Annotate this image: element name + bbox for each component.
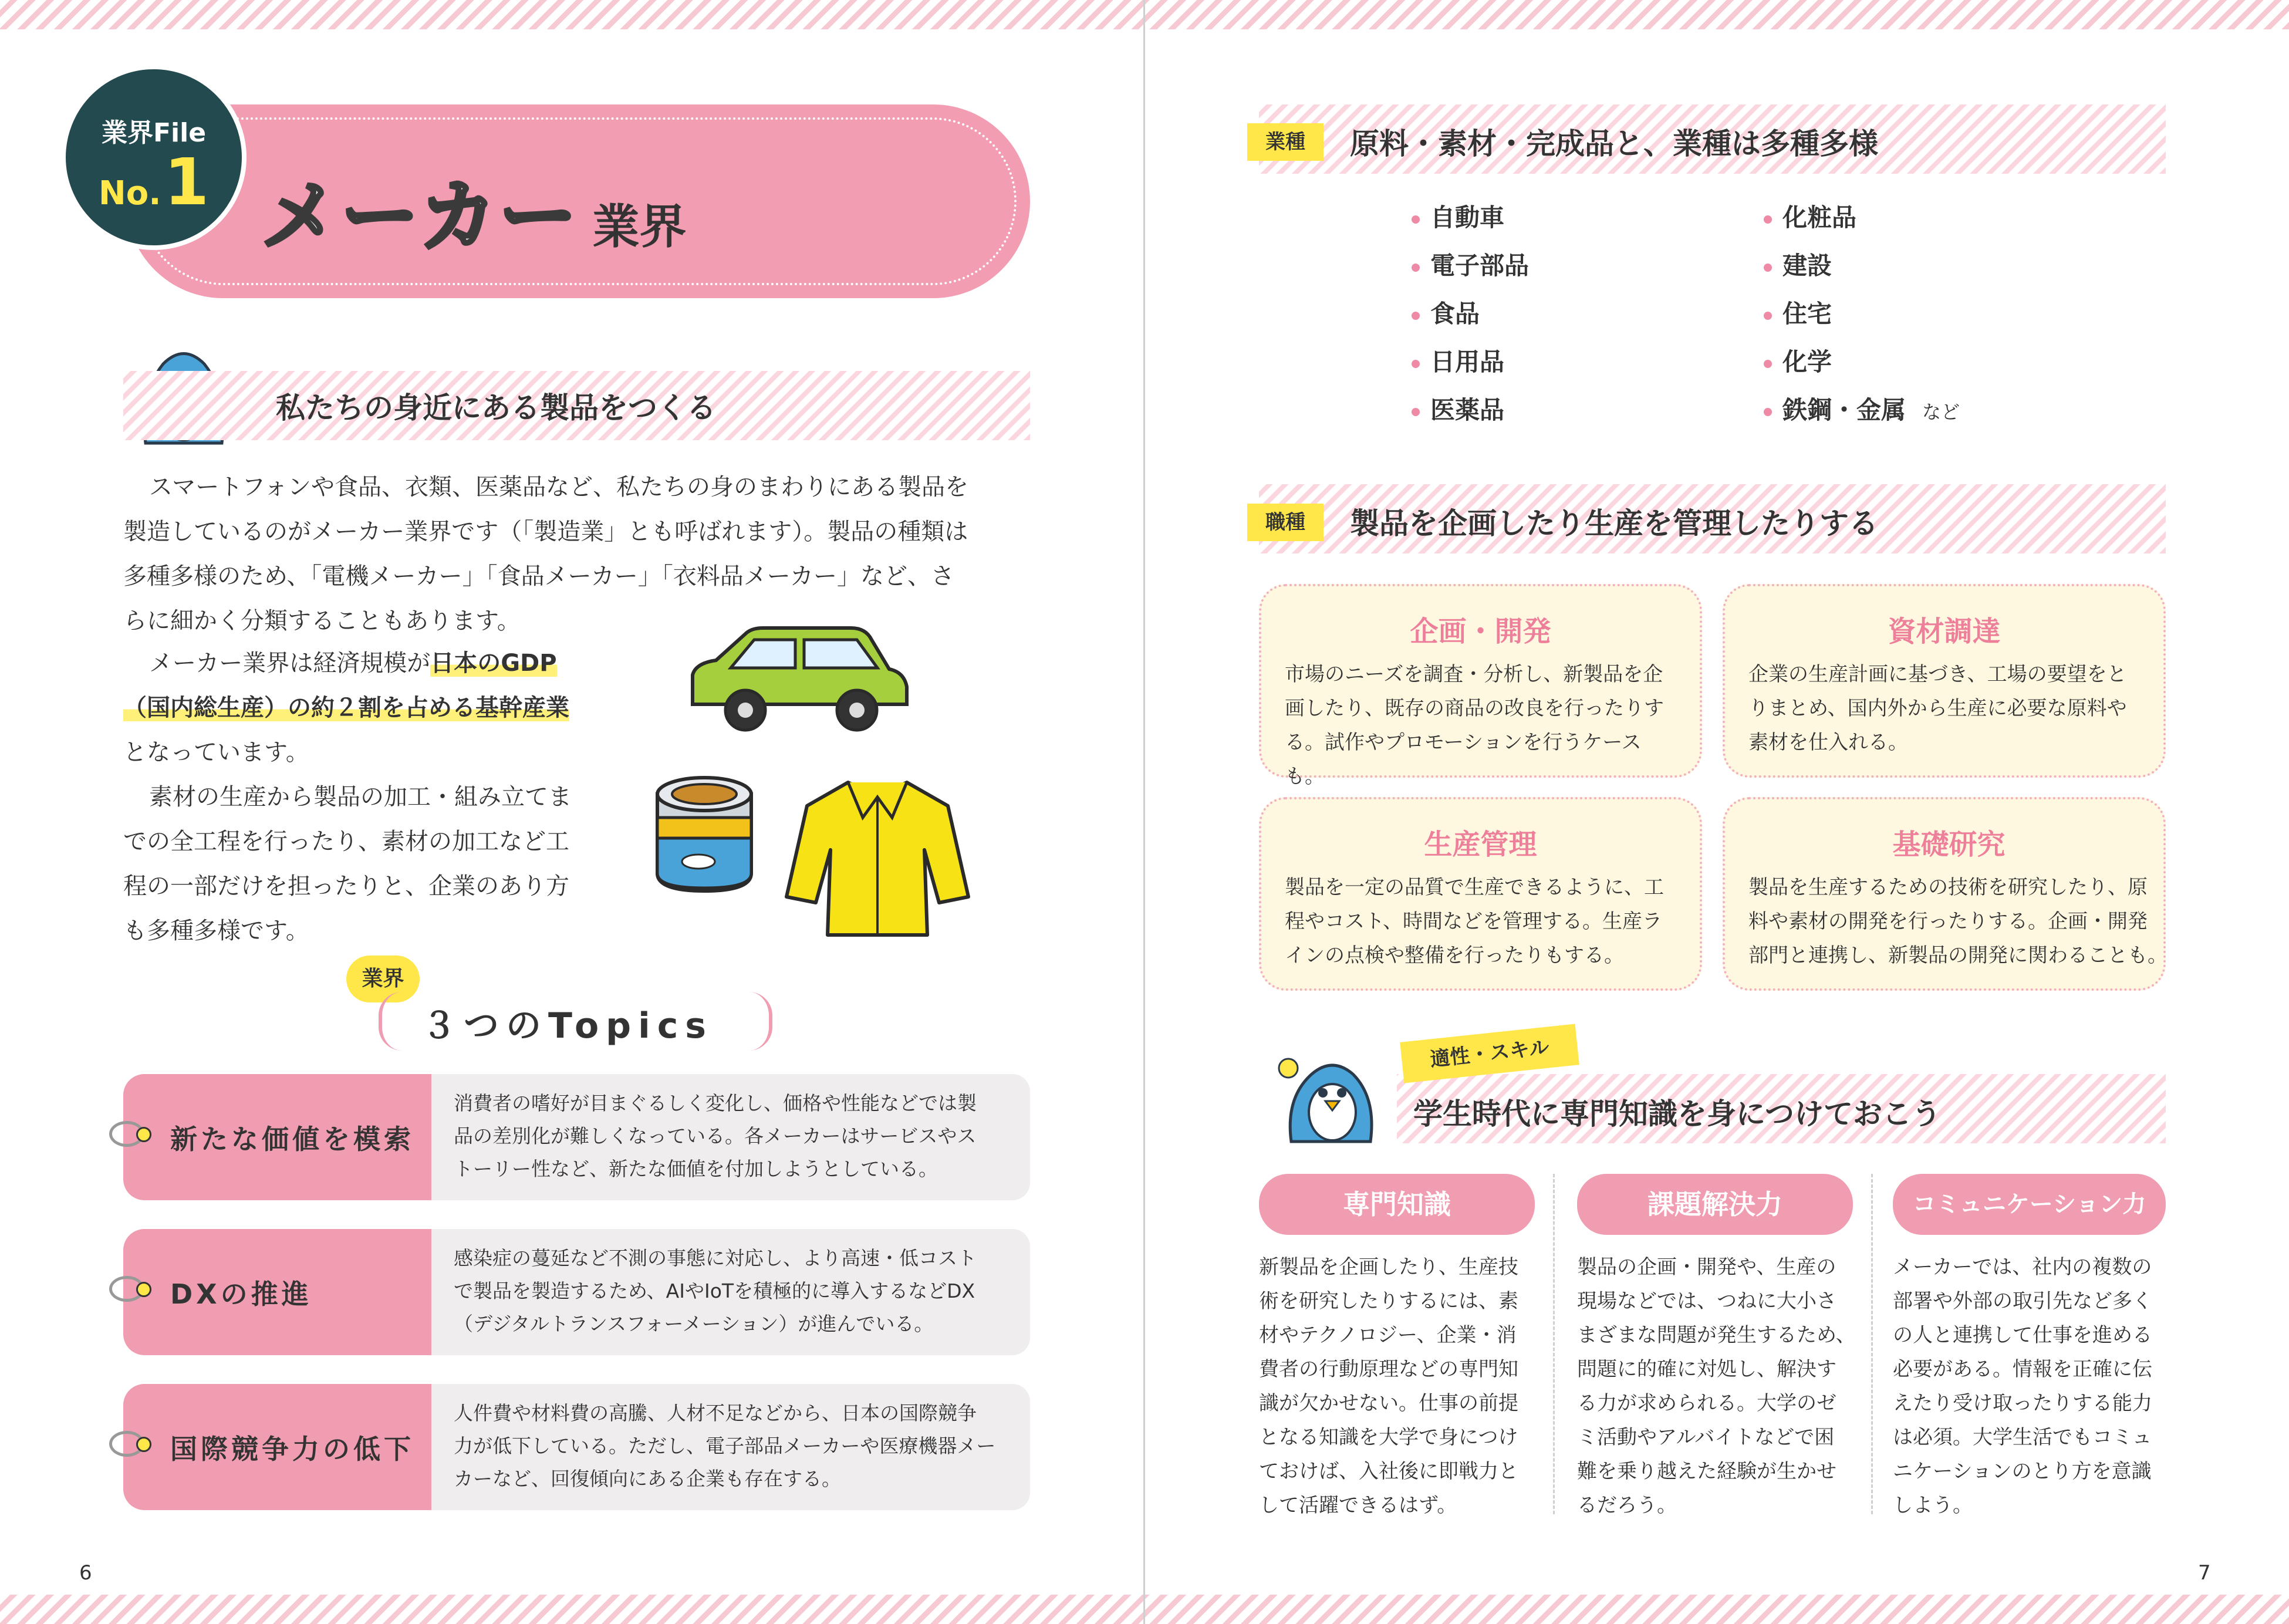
text-line: 程の一部だけを担ったりと、企業のあり方 bbox=[123, 873, 569, 900]
column-divider bbox=[1871, 1174, 1873, 1514]
page-number-right: 7 bbox=[2198, 1561, 2211, 1585]
page-title bbox=[261, 154, 687, 262]
text-line: 部署や外部の取引先など多く bbox=[1893, 1289, 2152, 1313]
text-line: 現場などでは、つねに大小さ bbox=[1577, 1289, 1836, 1313]
highlight-text: （国内総生産）の約２割を占める基幹産業 bbox=[123, 694, 569, 721]
text-line: で製品を製造するため、AIやIoTを積極的に導入するなどDX bbox=[454, 1279, 975, 1302]
topic-row bbox=[123, 1384, 1030, 1510]
list-item: 電子部品 bbox=[1412, 242, 1705, 290]
job-card-title: 企画・開発 bbox=[1410, 615, 1551, 648]
bullet-icon bbox=[136, 1437, 151, 1452]
topic-text bbox=[431, 1074, 1030, 1200]
text-line: 企業の生産計画に基づき、工場の要望をと bbox=[1748, 663, 2127, 686]
list-item: 自動車 bbox=[1412, 194, 1705, 242]
text-line: カーなど、回復傾向にある企業も存在する。 bbox=[454, 1467, 841, 1490]
list-item: 食品 bbox=[1412, 290, 1705, 338]
bullet-icon bbox=[136, 1127, 151, 1142]
column-divider bbox=[1553, 1174, 1555, 1514]
text-line: ておけば、入社後に即戦力と bbox=[1259, 1460, 1518, 1483]
text-line: の人と連携して仕事を進める bbox=[1893, 1323, 2152, 1347]
list-item: 住宅 bbox=[1764, 290, 2092, 338]
job-card-title: 生産管理 bbox=[1424, 828, 1537, 861]
topic-label: 新たな価値を模索 bbox=[123, 1074, 431, 1200]
text-line: る。試作やプロモーションを行うケースも。 bbox=[1285, 731, 1642, 788]
topic-row bbox=[123, 1074, 1030, 1200]
text-line: も多種多様です。 bbox=[123, 917, 309, 944]
text-line: 費者の行動原理などの専門知 bbox=[1259, 1358, 1518, 1381]
canned-food-illustration bbox=[649, 774, 760, 897]
text-line: 識が欠かせない。仕事の前提 bbox=[1259, 1392, 1518, 1415]
job-card bbox=[1259, 797, 1702, 991]
text-line: （デジタルトランスフォーメーション）が進んでいる。 bbox=[454, 1312, 934, 1335]
text-line: メーカー業界は経済規模が bbox=[149, 650, 431, 677]
text-line: は必須。大学生活でもコミュ bbox=[1893, 1426, 2152, 1449]
section-heading: 原料・素材・完成品と、業種は多種多様 bbox=[1350, 127, 1878, 161]
job-card-title: 資材調達 bbox=[1888, 615, 2001, 648]
file-badge bbox=[61, 65, 247, 250]
text-line: ニケーションのとり方を意識 bbox=[1893, 1460, 2152, 1483]
job-card bbox=[1723, 797, 2166, 991]
text-line: 製品の企画・開発や、生産の bbox=[1577, 1255, 1836, 1279]
text-line: 市場のニーズを調査・分析し、新製品を企 bbox=[1285, 663, 1663, 686]
job-card bbox=[1259, 584, 1702, 788]
bullet-icon bbox=[136, 1282, 151, 1297]
badge-no: No. bbox=[98, 174, 161, 212]
section-heading: 製品を企画したり生産を管理したりする bbox=[1350, 507, 1878, 541]
badge-label: 業界File bbox=[101, 118, 207, 148]
text-line: して活躍できるはず。 bbox=[1259, 1494, 1457, 1517]
section-tag: 業種 bbox=[1247, 123, 1324, 161]
text-line: ミ活動やアルバイトなどで困 bbox=[1577, 1426, 1835, 1449]
text-line: 術を研究したりするには、素 bbox=[1259, 1289, 1518, 1313]
list-item: 日用品 bbox=[1412, 338, 1705, 386]
text-line: 材やテクノロジー、企業・消 bbox=[1259, 1323, 1517, 1347]
topic-text bbox=[431, 1229, 1030, 1355]
text-line: 料や素材の開発を行ったりする。企画・開発 bbox=[1748, 910, 2148, 933]
text-line: での全工程を行ったり、素材の加工など工 bbox=[123, 828, 569, 855]
text-line: 多種多様のため、「電機メーカー」「食品メーカー」「衣料品メーカー」など、さ bbox=[123, 563, 954, 590]
section-tag: 適性・スキル bbox=[1400, 1024, 1579, 1083]
text-line: 問題に的確に対処し、解決す bbox=[1577, 1358, 1836, 1381]
text-line: りまとめ、国内外から生産に必要な原料や bbox=[1748, 697, 2127, 720]
skill-column bbox=[1893, 1174, 2166, 1522]
section-heading: 学生時代に専門知識を身につけておこう bbox=[1413, 1097, 1941, 1131]
page-title-main: メーカー bbox=[261, 171, 579, 262]
list-item: 医薬品 bbox=[1412, 386, 1705, 434]
skill-title: 課題解決力 bbox=[1577, 1174, 1853, 1235]
text-line: 消費者の嗜好が目まぐるしく変化し、価格や性能などでは製 bbox=[454, 1092, 977, 1115]
text-line: 人件費や材料費の高騰、人材不足などから、日本の国際競争 bbox=[454, 1402, 977, 1424]
skill-title: 専門知識 bbox=[1259, 1174, 1535, 1235]
jacket-illustration bbox=[784, 774, 971, 941]
topic-row bbox=[123, 1229, 1030, 1355]
text-line: 必要がある。情報を正確に伝 bbox=[1893, 1358, 2152, 1381]
text-line: 難を乗り越えた経験が生かせ bbox=[1577, 1460, 1836, 1483]
badge-number: 1 bbox=[164, 144, 210, 220]
text-line: 製品を生産するための技術を研究したり、原 bbox=[1748, 876, 2148, 899]
intro-paragraph-3 bbox=[123, 775, 681, 953]
page-number-left: 6 bbox=[79, 1561, 92, 1585]
job-card bbox=[1723, 584, 2166, 778]
industry-list-col1 bbox=[1412, 194, 1705, 434]
text-line: 品の差別化が難しくなっている。各メーカーはサービスやス bbox=[454, 1125, 977, 1147]
page-spine bbox=[1143, 0, 1145, 1624]
text-line: 製造しているのがメーカー業界です（「製造業」とも呼ばれます）。製品の種類は bbox=[123, 518, 968, 545]
text-line: しよう。 bbox=[1893, 1494, 1973, 1517]
text-line: となる知識を大学で身につけ bbox=[1259, 1426, 1518, 1449]
text-line: るだろう。 bbox=[1577, 1494, 1677, 1517]
text-line: 感染症の蔓延など不測の事態に対応し、より高速・低コスト bbox=[454, 1247, 977, 1270]
topics-tag-label: 業界 bbox=[362, 967, 404, 991]
text-line: 画したり、既存の商品の改良を行ったりす bbox=[1285, 697, 1664, 720]
topic-label: DXの推進 bbox=[123, 1229, 431, 1355]
text-line: 製品を一定の品質で生産できるように、工 bbox=[1285, 876, 1664, 899]
topics-tag bbox=[346, 956, 420, 1002]
topics-bracket-right bbox=[745, 992, 772, 1051]
section-heading: 私たちの身近にある製品をつくる bbox=[276, 391, 716, 425]
skill-column bbox=[1259, 1174, 1535, 1522]
section-tag: 職種 bbox=[1247, 504, 1324, 541]
list-item: 化学 bbox=[1764, 338, 2092, 386]
list-item: 化粧品 bbox=[1764, 194, 2092, 242]
intro-paragraph-1 bbox=[123, 465, 1039, 643]
text-line: トーリー性など、新たな価値を付加しようとしている。 bbox=[454, 1157, 938, 1180]
topics-title: ３つのTopics bbox=[421, 1005, 713, 1046]
penguin-mascot bbox=[1274, 1051, 1385, 1144]
car-illustration bbox=[681, 622, 916, 740]
list-item: 建設 bbox=[1764, 242, 2092, 290]
list-suffix: など bbox=[1922, 401, 1960, 423]
text-line: まざまな問題が発生するため、 bbox=[1577, 1323, 1856, 1347]
text-line: スマートフォンや食品、衣類、医薬品など、私たちの身のまわりにある製品を bbox=[149, 474, 968, 501]
text-line: となっています。 bbox=[123, 739, 309, 766]
topic-text bbox=[431, 1384, 1030, 1510]
text-line: 程やコスト、時間などを管理する。生産ラ bbox=[1285, 910, 1662, 933]
topic-label: 国際競争力の低下 bbox=[123, 1384, 431, 1510]
intro-paragraph-2 bbox=[123, 641, 681, 775]
text-line: る力が求められる。大学のゼ bbox=[1577, 1392, 1836, 1415]
skill-title: コミュニケーション力 bbox=[1893, 1174, 2166, 1235]
text-line: 素材の生産から製品の加工・組み立てま bbox=[149, 784, 572, 811]
text-line: 新製品を企画したり、生産技 bbox=[1259, 1255, 1518, 1279]
job-card-title: 基礎研究 bbox=[1892, 828, 2006, 861]
list-item: 鉄鋼・金属 など bbox=[1764, 386, 2092, 434]
text-line: 部門と連携し、新製品の開発に関わることも。 bbox=[1748, 944, 2168, 967]
text-line: インの点検や整備を行ったりもする。 bbox=[1285, 944, 1624, 967]
text-line: 力が低下している。ただし、電子部品メーカーや医療機器メー bbox=[454, 1434, 996, 1457]
text-line: らに細かく分類することもあります。 bbox=[123, 607, 521, 634]
page-title-sub: 業界 bbox=[592, 200, 687, 254]
text-line: えたり受け取ったりする能力 bbox=[1893, 1392, 2152, 1415]
highlight-text: 日本のGDP bbox=[430, 650, 557, 677]
text-line: 素材を仕入れる。 bbox=[1748, 731, 1908, 754]
skill-column bbox=[1577, 1174, 1856, 1522]
text-line: メーカーでは、社内の複数の bbox=[1893, 1255, 2152, 1279]
industry-list-col2 bbox=[1764, 194, 2092, 434]
